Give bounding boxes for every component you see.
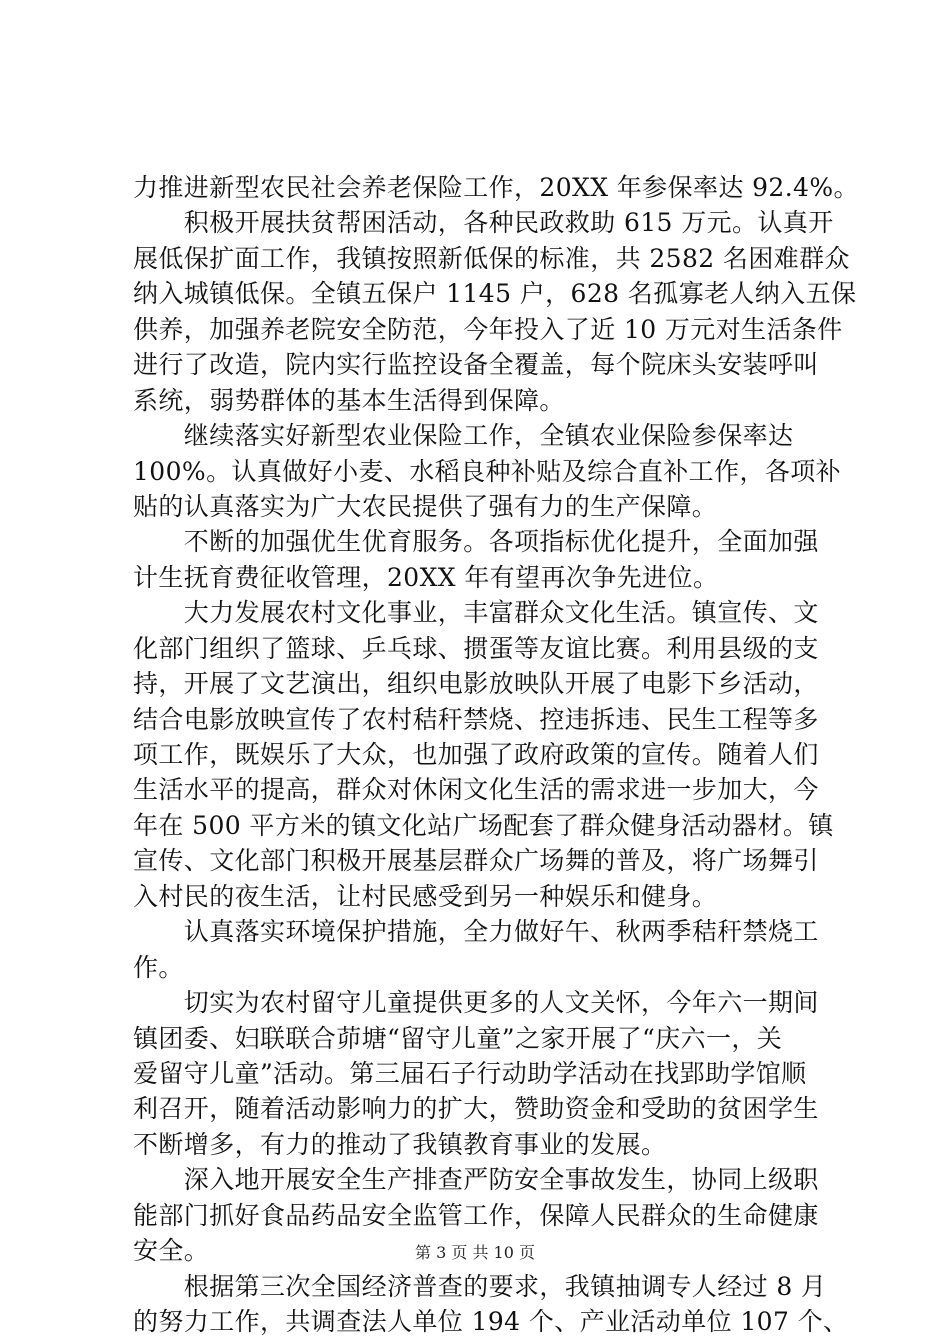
text-line: 切实为农村留守儿童提供更多的人文关怀，今年六一期间 xyxy=(133,988,819,1018)
text-line: 利召开，随着活动影响力的扩大，赞助资金和受助的贫困学生 xyxy=(133,1094,819,1124)
text-line: 年在 500 平方米的镇文化站广场配套了群众健身活动器材。镇 xyxy=(133,810,834,840)
text-line: 纳入城镇低保。全镇五保户 1145 户，628 名孤寡老人纳入五保 xyxy=(133,279,857,309)
text-line: 生活水平的提高，群众对休闲文化生活的需求进一步加大，今 xyxy=(133,775,819,805)
text-line: 能部门抓好食品药品安全监管工作，保障人民群众的生命健康 xyxy=(133,1200,819,1230)
text-line: 系统，弱势群体的基本生活得到保障。 xyxy=(133,385,565,415)
text-line: 根据第三次全国经济普查的要求，我镇抽调专人经过 8 月 xyxy=(133,1271,827,1301)
text-line: 认真落实环境保护措施，全力做好午、秋两季秸秆禁烧工 xyxy=(133,917,819,947)
text-line: 不断增多，有力的推动了我镇教育事业的发展。 xyxy=(133,1129,667,1159)
text-line: 项工作，既娱乐了大众，也加强了政府政策的宣传。随着人们 xyxy=(133,740,819,769)
text-line: 供养，加强养老院安全防范，今年投入了近 10 万元对生活条件 xyxy=(133,314,843,344)
text-line: 结合电影放映宣传了农村秸秆禁烧、控违拆违、民生工程等多 xyxy=(133,704,819,734)
text-line: 入村民的夜生活，让村民感受到另一种娱乐和健身。 xyxy=(133,881,718,911)
text-line: 大力发展农村文化事业，丰富群众文化生活。镇宣传、文 xyxy=(133,598,819,628)
text-line: 持，开展了文艺演出，组织电影放映队开展了电影下乡活动， xyxy=(133,669,819,699)
text-line: 贴的认真落实为广大农民提供了强有力的生产保障。 xyxy=(133,491,718,521)
page-footer: 第 3 页 共 10 页 xyxy=(415,1243,535,1262)
text-line: 100%。认真做好小麦、水稻良种补贴及综合直补工作，各项补 xyxy=(133,456,842,486)
text-line: 展低保扩面工作，我镇按照新低保的标准，共 2582 名困难群众 xyxy=(133,243,850,273)
document-body xyxy=(133,170,859,1339)
text-line: 的努力工作，共调查法人单位 194 个、产业活动单位 107 个、 xyxy=(133,1307,849,1336)
text-line: 爱留守儿童”活动。第三届石子行动助学活动在找郢助学馆顺 xyxy=(133,1058,807,1088)
text-line: 作。 xyxy=(133,952,184,982)
text-line: 化部门组织了篮球、乒乓球、掼蛋等友谊比赛。利用县级的支 xyxy=(133,633,819,663)
text-line: 深入地开展安全生产排查严防安全事故发生，协同上级职 xyxy=(133,1165,819,1195)
text-line: 继续落实好新型农业保险工作，全镇农业保险参保率达 xyxy=(133,421,794,451)
text-line: 计生抚育费征收管理，20XX 年有望再次争先进位。 xyxy=(133,562,719,592)
text-line: 力推进新型农民社会养老保险工作，20XX 年参保率达 92.4%。 xyxy=(133,173,859,202)
text-line: 安全。 xyxy=(133,1236,210,1266)
text-line: 积极开展扶贫帮困活动，各种民政救助 615 万元。认真开 xyxy=(133,208,834,238)
text-line: 宣传、文化部门积极开展基层群众广场舞的普及，将广场舞引 xyxy=(133,846,819,876)
text-line: 不断的加强优生优育服务。各项指标优化提升，全面加强 xyxy=(133,527,819,557)
text-line: 镇团委、妇联联合茆塘“留守儿童”之家开展了“庆六一，关 xyxy=(133,1023,783,1053)
text-line: 进行了改造，院内实行监控设备全覆盖，每个院床头安装呼叫 xyxy=(133,350,819,380)
